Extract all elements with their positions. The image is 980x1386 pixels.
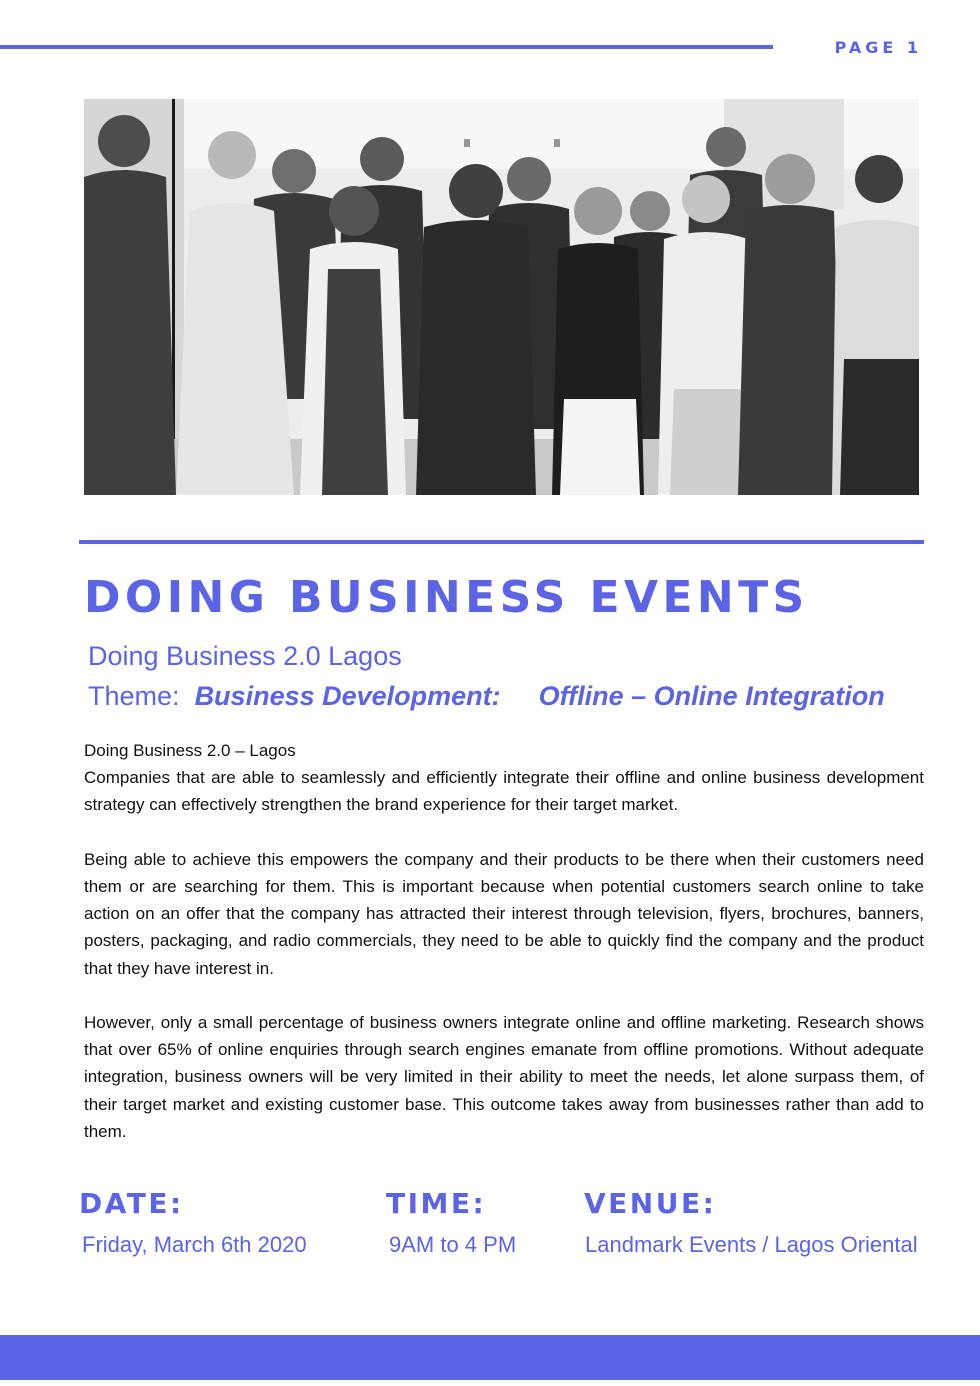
- theme-prefix: Theme:: [88, 681, 180, 711]
- body-paragraph-1: Companies that are able to seamlessly and efficiently integrate their offline and online business development strategy can effectively strengthen the brand experience for their target market.: [84, 768, 924, 815]
- venue-value: Landmark Events / Lagos Oriental: [585, 1232, 918, 1257]
- venue-label: VENUE:: [584, 1187, 717, 1220]
- body-paragraph-3: However, only a small percentage of business owners integrate online and offline marketing. Research shows that over 65% of online enquiries through search engines emanate from offline promotions. Without adequate integration, business owners will be very limited in their ability to meet the needs, let alone surpass them, of their target market and existing customer base. This outcome takes away from businesses rather than add to them.: [84, 1013, 924, 1141]
- top-rule: [0, 45, 773, 49]
- body-text: [84, 737, 924, 1145]
- theme-part-2: Offline – Online Integration: [538, 681, 885, 711]
- body-paragraph-2: Being able to achieve this empowers the company and their products to be there when their customers need them or are searching for them. This is important because when potential customers search online to take action on an offer that the company has attracted their interest through television, flyers, brochures, banners, posters, packaging, and radio commercials, they need to be able to quickly find the company and the product that they have interest in.: [84, 849, 924, 978]
- theme-part-1: Business Development:: [194, 681, 501, 711]
- date-value: Friday, March 6th 2020: [82, 1232, 307, 1257]
- page-number: PAGE 1: [834, 38, 922, 57]
- event-title: DOING BUSINESS EVENTS: [84, 572, 809, 623]
- event-theme: [88, 681, 885, 712]
- footer-bar: [0, 1335, 980, 1380]
- body-heading: Doing Business 2.0 – Lagos: [84, 741, 296, 760]
- event-subtitle: Doing Business 2.0 Lagos: [88, 641, 402, 671]
- group-photo: [84, 99, 919, 495]
- section-rule: [79, 540, 924, 544]
- date-label: DATE:: [79, 1187, 184, 1220]
- time-value: 9AM to 4 PM: [389, 1232, 517, 1257]
- time-label: TIME:: [386, 1187, 487, 1220]
